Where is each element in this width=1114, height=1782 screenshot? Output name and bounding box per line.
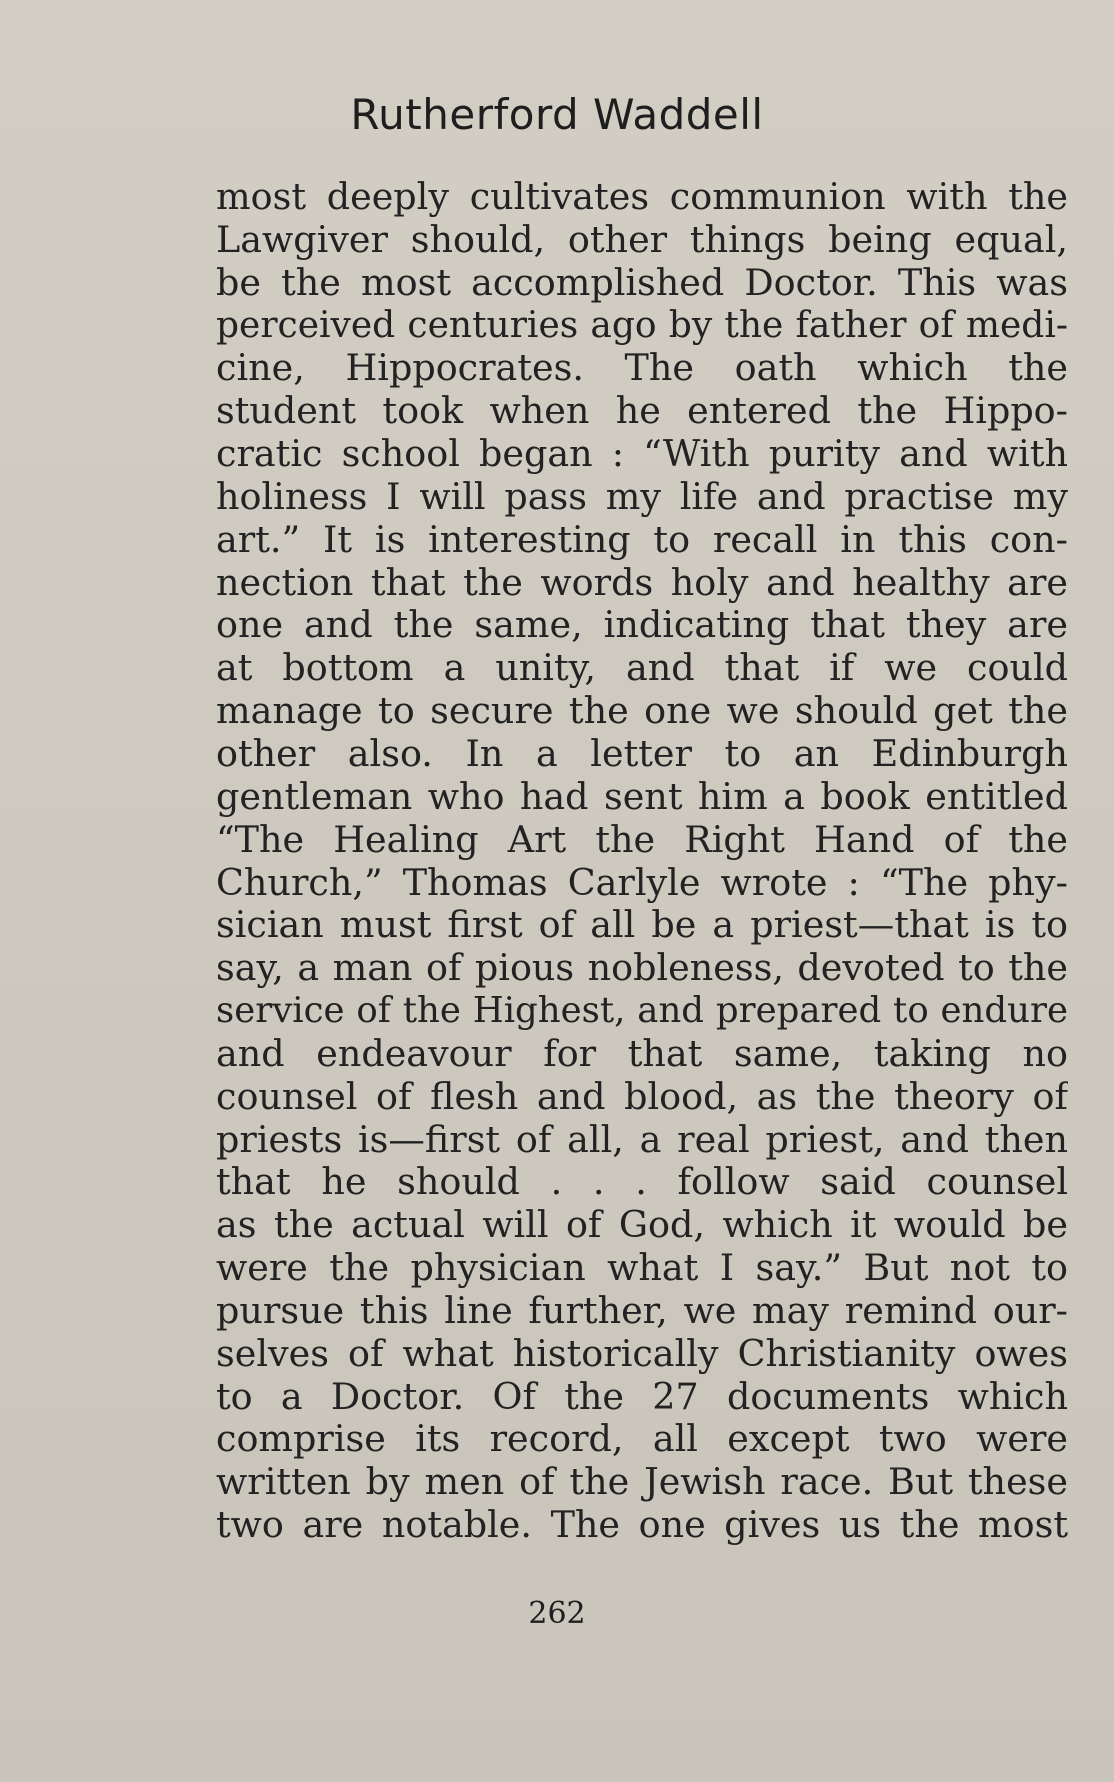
text-line: as the actual will of God, which it would be — [216, 1204, 1068, 1247]
text-line: nection that the words holy and healthy are — [216, 561, 1068, 604]
text-line: Lawgiver should, other things being equal, — [216, 218, 1068, 261]
text-line: gentleman who had sent him a book entitled — [216, 775, 1068, 818]
text-line: pursue this line further, we may remind our- — [216, 1289, 1068, 1332]
text-line: cine, Hippocrates. The oath which the — [216, 347, 1068, 390]
text-line: cratic school began : “With purity and with — [216, 433, 1068, 476]
text-line: student took when he entered the Hippo- — [216, 390, 1068, 433]
text-line: comprise its record, all except two were — [216, 1418, 1068, 1461]
body-text — [216, 176, 1068, 1547]
text-line: service of the Highest, and prepared to endure — [216, 990, 1068, 1032]
text-line: holiness I will pass my life and practise my — [216, 475, 1068, 518]
text-line: counsel of flesh and blood, as the theory of — [216, 1075, 1068, 1118]
text-line: art.” It is interesting to recall in this con- — [216, 518, 1068, 561]
page-number: 262 — [528, 1596, 586, 1631]
text-line: that he should . . . follow said counsel — [216, 1161, 1068, 1204]
text-line: perceived centuries ago by the father of medi- — [216, 304, 1068, 346]
text-line: priests is—first of all, a real priest, and then — [216, 1118, 1068, 1161]
text-line: and endeavour for that same, taking no — [216, 1032, 1068, 1075]
text-line: selves of what historically Christianity owes — [216, 1332, 1068, 1375]
text-line: two are notable. The one gives us the most — [216, 1504, 1068, 1547]
text-line: other also. In a letter to an Edinburgh — [216, 732, 1068, 775]
text-line: most deeply cultivates communion with the — [216, 176, 1068, 218]
text-line: be the most accomplished Doctor. This was — [216, 261, 1068, 304]
text-line: Church,” Thomas Carlyle wrote : “The phy- — [216, 861, 1068, 904]
text-line: one and the same, indicating that they are — [216, 604, 1068, 647]
text-line: manage to secure the one we should get the — [216, 690, 1068, 733]
running-head: Rutherford Waddell — [350, 90, 764, 139]
text-line: at bottom a unity, and that if we could — [216, 647, 1068, 690]
text-line: say, a man of pious nobleness, devoted to the — [216, 947, 1068, 990]
text-line: written by men of the Jewish race. But these — [216, 1461, 1068, 1504]
text-line: were the physician what I say.” But not to — [216, 1247, 1068, 1290]
text-line: “The Healing Art the Right Hand of the — [216, 818, 1068, 861]
text-line: sician must first of all be a priest—that is to — [216, 904, 1068, 947]
text-line: to a Doctor. Of the 27 documents which — [216, 1375, 1068, 1418]
